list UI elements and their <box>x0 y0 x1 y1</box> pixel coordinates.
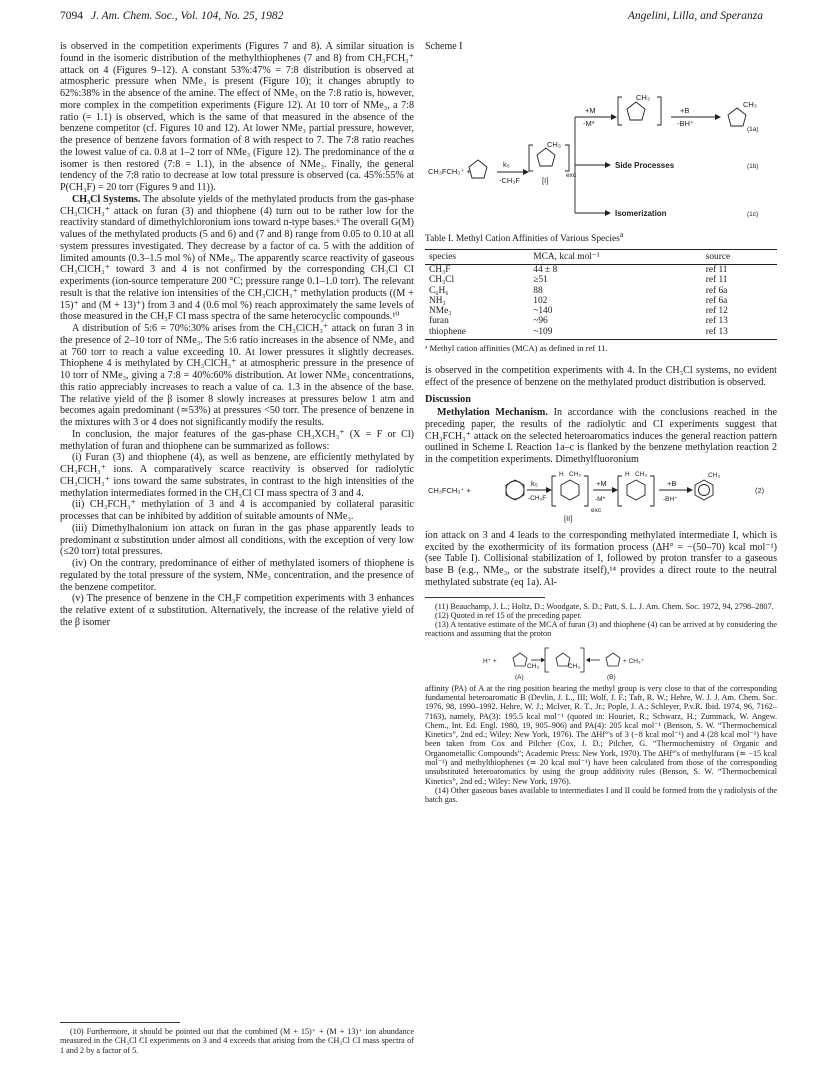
table-row: C₆H₆ 88 ref 6a <box>429 285 728 296</box>
footnote-rule <box>425 597 545 598</box>
paragraph: In conclusion, the major features of the gas-phase CH₃XCH₃⁺ (X = F or Cl) methylation of furan and thiophene can be summarized as follows: <box>60 428 414 452</box>
paragraph: is observed in the competition experiments with 4. In the CH₃Cl systems, no evident effect of the presence of benzene on the methylated product distribution is observed. <box>425 364 777 388</box>
footnote-13-cont: affinity (PA) of A at the ring position bearing the methyl group is very close to that of the corresponding fundamental heteroaromatic B (Devlin, J. L., III; Wolf, J. F.; Taft, R. W.; Hehre, W. J. J. Am. Chem. Soc. 1976, 98, 1990–1992. Hehre, W. J.; McIver, R. T., Jr.; Pople, J. A.; Schleyer, P.v.R. Ibid. 1974, 96, 7162–7163), namely, PA(3): 195.5 kcal mol⁻¹ (quoted in: Houriet, R.; Schwarz, H.; Zummack, W. Angew. Chem., Int. Ed. Engl. 1980, 19, 905–906) and PA(4): 205 kcal mol⁻¹ (Benson, S. W. “Thermochemical Kinetics”, 2nd ed.; Wiley: New York, 1976). The ΔHf°'s of 3 (−8 kcal mol⁻¹) and 4 (28 kcal mol⁻¹) have been taken from Cox and Pilcher (Cox, J. D.; Pilcher, G. “Thermochemistry of Organic and Organometallic Compounds”; Academic Press: New York, 1970). The ΔHf°'s of methylfurans (≃ −15 kcal mol⁻¹) and methylthiophenes (≃ 20 kcal mol⁻¹) have been calculated from those of the corresponding unsubstituted heteroaromatics by using the group additivity rules (Benson, S. W. “Thermochemical Kinetics”, 2nd ed.; Wiley: New York, 1976). <box>425 683 777 786</box>
eq-tag-1b: (1b) <box>747 162 759 170</box>
conclusion-item: (v) The presence of benzene in the CH₃F competition experiments with 3 enhances the relative extent of α substitution. Alternatively, the increase of the relative yield of the β isomer <box>60 593 414 628</box>
fn13-label-b: (B) <box>607 673 616 681</box>
intermediate-methyl: CH₃ <box>547 139 561 149</box>
eq2-h-label-2: H <box>625 470 630 478</box>
table-header-mca: MCA, kcal mol⁻¹ <box>529 249 701 264</box>
la-ion-methyl: CH₃ <box>636 92 650 102</box>
eq2-exc: exc <box>591 506 602 514</box>
eq-tag-1a: (1a) <box>747 125 759 133</box>
table-caption: Table I. Methyl Cation Affinities of Various Species$^a$ <box>425 229 624 244</box>
conclusion-item: (i) Furan (3) and thiophene (4), as well as benzene, are efficiently methylated by CH₃FCH₃⁺ ions. A comparatively scarce reactivity is observed for radiolytic CH₃ClCH₃⁺ ions toward the same substrates, in contrast to the high intensities of the methylation intermediates formed in the CH₃Cl CI mass spectra of 3 and 4. <box>60 452 414 499</box>
footnote-12: (12) Quoted in ref 15 of the preceding paper. <box>435 610 582 620</box>
scheme-label: Scheme I <box>425 41 463 52</box>
b-bot-label: -BH⁺ <box>677 118 694 128</box>
table-header-species: species <box>425 249 529 264</box>
footnote-11: (11) Beauchamp, J. L.; Holtz, D.; Woodgate, S. D.; Patt, S. L. J. Am. Chem. Soc. 1972, 94, 2798–2807. <box>435 601 774 611</box>
left-footnotes <box>60 1016 414 1055</box>
section-heading: Discussion <box>425 394 471 406</box>
fn13-methyl-a: CH₃ <box>527 662 540 670</box>
equation-2-diagram <box>425 468 777 526</box>
k-label: k₅ <box>503 159 510 169</box>
m-bot-label: -M* <box>583 118 595 128</box>
eq2-intermediate-label: [II] <box>564 513 573 523</box>
paragraph: is observed in the competition experiments (Figures 7 and 8). A similar situation is found in the isomeric distribution of the methylthiophenes (7 and 8) from CH₃FCH₃⁺ attack on 4 (Figures 9–12). A constant 53%:47% = 7:8 distribution is observed at atmospheric pressure when NMe₃ is present (Figure 10); it changes abruptly to 62%:38% in the absence of the amine. The effect of NMe₃ on the 7:8 ratio is, however, more complex in the competition experiments (Figure 12). At 10 torr of NMe₃, a 7:8 ratio (= 1.1) is observed, which is the same of that measured in the absence of the benzene competitor (cf. Figures 10 and 12). At lower NMe₃ partial pressure, however, the presence of benzene favors formation of 8 with respect to 7. The 7:8 ratio reaches the lowest value of ca. 0.8 at 1–2 torr of NMe₃ (Figure 12). The predominance of the α isomer is then restored (7:8 = 1.1), in the absence of NMe₃. Finally, the general tendency of the 7:8 ratio to decrease at low total pressure is observed (ca. 45%:55% at P(CH₃F) = 20 torr (Figures 9 and 11)). <box>60 41 414 193</box>
conclusion-item: (iii) Dimethylhalonium ion attack on furan in the gas phase apparently leads to predominant α substitution under almost all conditions, with the exception of very low (≤20 torr) total pressures. <box>60 522 414 558</box>
side-processes-label: Side Processes <box>615 160 675 170</box>
page-number: 7094 <box>60 10 83 22</box>
eq2-methyl-label-2: CH₃ <box>635 470 648 478</box>
eq2-h-label: H <box>559 470 564 478</box>
footnote-14: (14) Other gaseous bases available to intermediates I and II could be formed from the γ radiolysis of the batch gas. <box>425 785 777 805</box>
eq2-k-label: k₅ <box>531 478 538 488</box>
running-header <box>0 10 823 28</box>
scheme-reactant: CH₃FCH₃⁺ + <box>428 166 471 176</box>
table-header-source: source <box>702 249 777 264</box>
eq2-b-bot: -BH⁺ <box>663 495 678 503</box>
section-lead: Methylation Mechanism. <box>437 407 548 418</box>
table-row: NMe₃ ~140 ref 12 <box>429 306 728 317</box>
left-column <box>60 41 414 629</box>
section-lead: CH₃Cl Systems. <box>72 193 141 205</box>
m-top-label: +M <box>585 105 596 115</box>
fn13-h-plus: H⁺ + <box>483 657 497 665</box>
eq2-tag: (2) <box>755 485 765 495</box>
footnote-13-equation <box>425 642 777 682</box>
eq2-m-top: +M <box>596 478 607 488</box>
paragraph: ion attack on 3 and 4 leads to the corresponding methylated intermediate I, which is excited by the exothermicity of its formation process (ΔH° = −(50–70) kcal mol⁻¹) (see Table I). Collisional stabilization of I, followed by proton transfer to a gaseous base B (e.g., NMe₃, or the substrate itself),¹⁴ provides a direct route to the neutral methylated substrate (eq 1a). Al- <box>425 529 777 588</box>
eq-tag-1c: (1c) <box>747 210 759 218</box>
paragraph: Methylation Mechanism. In accordance with the conclusions reached in the preceding paper, the results of the radiolytic and CI experiments suggest that CH₃FCH₃⁺ attack on the selected heteroaromatics induces the general reaction pattern outlined in Scheme I. Reaction 1a–c is flanked by the benzene methylation reaction 2 in the competition experiments. Dimethylfluoronium <box>425 407 778 465</box>
b-top-label: +B <box>680 105 690 115</box>
exc-label: exc <box>566 171 577 179</box>
product-methyl: CH₃ <box>743 99 757 109</box>
conclusion-item: (iv) On the contrary, predominance of either of methylated isomers of thiophene is regulated by the total pressure of the system, NMe₃ concentration, and the presence of the benzene competitor. <box>60 558 414 593</box>
table-row: CH₃Cl ≥51 ref 11 <box>429 275 728 286</box>
eq2-k-below: -CH₃F <box>528 494 547 502</box>
table-row: furan ~96 ref 13 <box>429 316 728 327</box>
conclusion-item: (ii) CH₃FCH₃⁺ methylation of 3 and 4 is accompanied by collateral parasitic processes that can be inhibited by addition of suitable amounts of NMe₃. <box>60 499 414 522</box>
isomerization-label: Isomerization <box>615 208 667 218</box>
fn13-methyl-cation: + CH₃⁺ <box>623 657 645 665</box>
eq2-methyl-label: CH₃ <box>569 470 582 478</box>
authors: Angelini, Lilla, and Speranza <box>627 10 763 22</box>
paragraph: A distribution of 5:6 = 70%:30% arises from the CH₃ClCH₃⁺ attack on furan 3 in the presence of 2–10 torr of NMe₃. The 5:6 ratio increases in the absence of NMe₃ and at 760 torr to reach a value exceeding 10. At lower pressures it slightly decreases. Thiophene 4 is methylated by CH₃ClCH₃⁺ at atmospheric pressure in the presence of 10 torr of NMe₃, giving a 7:8 = 40%:60% distribution. At lower NMe₃ concentrations, this ratio appreciably increases to reach a value of ca. 1.3 in the absence of the base. The relative yield of the β isomer 8 slowly increases at pressures below 1 atm and becomes again predominant (≃53%) at pressures <50 torr. The presence of benzene in the mixtures with 3 or 4 does not significantly modify the results. <box>60 323 414 428</box>
table-footnote: ᵃ Methyl cation affinities (MCA) as defined in ref 11. <box>425 343 608 353</box>
footnote-10: (10) Furthermore, it should be pointed out that the combined (M + 15)⁺ + (M + 13)⁺ ion abundance measured in the CH₃Cl CI experiments on 3 and 4 exceeds that arising from the CH₃Cl CI mass spectra of 1 and 2 by a factor of 5. <box>60 1027 414 1055</box>
scheme-1-diagram <box>425 57 777 225</box>
eq2-product-methyl: CH₃ <box>708 471 721 479</box>
footnote-rule <box>60 1022 180 1023</box>
footnote-13: (13) A tentative estimate of the MCA of furan (3) and thiophene (4) can be arrived at by considering the reactions and assuming that the proton <box>425 620 777 639</box>
k-below-label: -CH₃F <box>499 175 520 185</box>
right-column <box>425 41 777 805</box>
table-row: CH₃F 44 ± 8 ref 11 <box>429 264 728 275</box>
eq2-m-bot: -M* <box>595 495 606 503</box>
eq2-b-top: +B <box>667 478 677 488</box>
table-row: thiophene ~109 ref 13 <box>425 327 777 340</box>
journal-citation: J. Am. Chem. Soc., Vol. 104, No. 25, 1982 <box>91 10 284 22</box>
paragraph: CH₃Cl Systems. The absolute yields of the methylated products from the gas-phase CH₃ClCH₃⁺ attack on furan (3) and thiophene (4) turn out to be rather low for the reactivity standard of dimethylchloronium ions toward n-type bases.⁶ The overall G(M) values of the methylated products (5 and 6) and (7 and 8) range from 0.05 to 0.10 at all system pressures investigated. They decrease by a factor of ca. 5 with the addition of limited amounts (0.3–1.5 mol %) of NMe₃. The apparently scarce reactivity of gaseous CH₃ClCH₃⁺ toward 3 and 4 is not confirmed by the corresponding CH₃Cl CI experiments (ion-source temperature 200 °C; pressure range 0.1–1.0 torr). The relevant result is that the relative ion intensities of the CH₃ClCH₃⁺ methylation products ((M + 15)⁺ and (M + 13)⁺) from 3 and 4 (0.6 mol %) reach approximately the same levels of those measured in the CH₃F CI mass spectra of the same heterocyclic compounds.¹⁰ <box>60 193 415 323</box>
right-footnotes <box>425 597 777 805</box>
intermediate-label: [I] <box>542 175 549 185</box>
fn13-methyl-b: CH₃ <box>568 662 581 670</box>
fn13-label-a: (A) <box>515 673 524 681</box>
table-row: NH₃ 102 ref 6a <box>429 295 728 306</box>
eq2-reactant: CH₃FCH₃⁺ + <box>428 485 471 495</box>
mca-table <box>425 249 777 340</box>
